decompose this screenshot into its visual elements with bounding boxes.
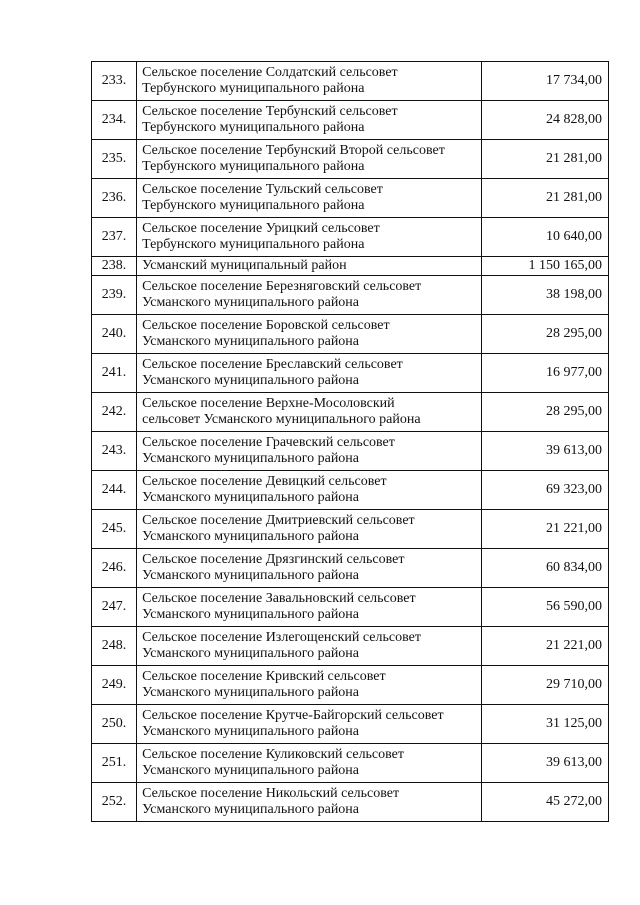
table-row — [92, 257, 609, 276]
table-row — [92, 549, 609, 588]
row-name-line2: Усманского муниципального района — [142, 724, 360, 739]
row-name-line2: Усманского муниципального района — [142, 763, 360, 778]
row-name-line1: Сельское поселение Дмитриевский сельсовет — [142, 513, 415, 528]
row-amount: 60 834,00 — [481, 549, 608, 588]
table-row — [92, 783, 609, 822]
row-name-line2: Тербунского муниципального района — [142, 237, 365, 252]
table-row — [92, 101, 609, 140]
table-row — [92, 354, 609, 393]
row-name-line1: Сельское поселение Кривский сельсовет — [142, 669, 386, 684]
row-name-line1: Усманский муниципальный район — [142, 258, 347, 273]
row-amount: 21 221,00 — [481, 510, 608, 549]
row-number: 239. — [92, 276, 137, 315]
row-name — [137, 354, 482, 393]
table-body — [92, 62, 609, 822]
row-name — [137, 140, 482, 179]
row-name-line2: Усманского муниципального района — [142, 802, 360, 817]
row-name — [137, 471, 482, 510]
row-name-line2: Усманского муниципального района — [142, 334, 360, 349]
row-name — [137, 218, 482, 257]
row-name-line2: Усманского муниципального района — [142, 451, 360, 466]
row-name-line2: Усманского муниципального района — [142, 373, 360, 388]
row-number: 241. — [92, 354, 137, 393]
row-name — [137, 666, 482, 705]
row-name-line2: Тербунского муниципального района — [142, 159, 365, 174]
row-amount: 39 613,00 — [481, 744, 608, 783]
table-row — [92, 62, 609, 101]
row-name — [137, 549, 482, 588]
row-amount: 56 590,00 — [481, 588, 608, 627]
row-name — [137, 783, 482, 822]
row-name-line2: Тербунского муниципального района — [142, 120, 365, 135]
row-name — [137, 432, 482, 471]
row-amount: 45 272,00 — [481, 783, 608, 822]
row-number: 243. — [92, 432, 137, 471]
row-name — [137, 257, 482, 276]
row-amount: 28 295,00 — [481, 315, 608, 354]
row-name — [137, 588, 482, 627]
row-name — [137, 101, 482, 140]
table-row — [92, 471, 609, 510]
row-amount: 17 734,00 — [481, 62, 608, 101]
row-number: 233. — [92, 62, 137, 101]
row-name-line1: Сельское поселение Урицкий сельсовет — [142, 221, 380, 236]
row-amount: 10 640,00 — [481, 218, 608, 257]
table-row — [92, 627, 609, 666]
row-name-line1: Сельское поселение Тербунский сельсовет — [142, 104, 398, 119]
row-number: 236. — [92, 179, 137, 218]
row-name-line1: Сельское поселение Куликовский сельсовет — [142, 747, 405, 762]
row-amount: 39 613,00 — [481, 432, 608, 471]
table-row — [92, 315, 609, 354]
row-name-line2: Усманского муниципального района — [142, 607, 360, 622]
row-amount: 24 828,00 — [481, 101, 608, 140]
row-name — [137, 276, 482, 315]
row-name-line1: Сельское поселение Тульский сельсовет — [142, 182, 383, 197]
row-name-line2: Усманского муниципального района — [142, 529, 360, 544]
row-number: 250. — [92, 705, 137, 744]
row-name — [137, 705, 482, 744]
table-row — [92, 140, 609, 179]
row-name-line1: Сельское поселение Дрязгинский сельсовет — [142, 552, 405, 567]
row-number: 249. — [92, 666, 137, 705]
row-name-line2: Тербунского муниципального района — [142, 81, 365, 96]
row-name-line1: Сельское поселение Бреславский сельсовет — [142, 357, 403, 372]
row-amount: 38 198,00 — [481, 276, 608, 315]
row-amount: 31 125,00 — [481, 705, 608, 744]
row-name — [137, 393, 482, 432]
row-number: 242. — [92, 393, 137, 432]
row-name-line2: Усманского муниципального района — [142, 646, 360, 661]
table-row — [92, 276, 609, 315]
row-number: 238. — [92, 257, 137, 276]
row-amount: 21 221,00 — [481, 627, 608, 666]
row-number: 246. — [92, 549, 137, 588]
row-name-line2: сельсовет Усманского муниципального района — [142, 412, 421, 427]
table-row — [92, 432, 609, 471]
row-name-line1: Сельское поселение Излегощенский сельсовет — [142, 630, 421, 645]
row-amount: 21 281,00 — [481, 140, 608, 179]
row-name-line1: Сельское поселение Завальновский сельсовет — [142, 591, 416, 606]
table-row — [92, 705, 609, 744]
row-name-line1: Сельское поселение Боровской сельсовет — [142, 318, 390, 333]
row-amount: 69 323,00 — [481, 471, 608, 510]
row-name-line1: Сельское поселение Солдатский сельсовет — [142, 65, 398, 80]
table-row — [92, 510, 609, 549]
row-name — [137, 179, 482, 218]
row-name — [137, 744, 482, 783]
table-row — [92, 588, 609, 627]
row-name-line1: Сельское поселение Тербунский Второй сельсовет — [142, 143, 445, 158]
table-row — [92, 179, 609, 218]
row-name-line1: Сельское поселение Березняговский сельсовет — [142, 279, 422, 294]
row-name — [137, 62, 482, 101]
row-name — [137, 510, 482, 549]
row-name-line1: Сельское поселение Крутче-Байгорский сельсовет — [142, 708, 444, 723]
table-row — [92, 744, 609, 783]
row-amount: 28 295,00 — [481, 393, 608, 432]
row-name-line2: Тербунского муниципального района — [142, 198, 365, 213]
row-number: 240. — [92, 315, 137, 354]
row-name-line1: Сельское поселение Верхне-Мосоловский — [142, 396, 395, 411]
row-number: 252. — [92, 783, 137, 822]
row-number: 234. — [92, 101, 137, 140]
budget-allocation-table — [91, 61, 609, 822]
row-name-line1: Сельское поселение Девицкий сельсовет — [142, 474, 387, 489]
row-amount: 21 281,00 — [481, 179, 608, 218]
row-number: 248. — [92, 627, 137, 666]
row-name-line2: Усманского муниципального района — [142, 685, 360, 700]
row-number: 245. — [92, 510, 137, 549]
table-row — [92, 218, 609, 257]
row-number: 244. — [92, 471, 137, 510]
row-number: 251. — [92, 744, 137, 783]
row-name — [137, 315, 482, 354]
table-row — [92, 666, 609, 705]
row-name-line2: Усманского муниципального района — [142, 295, 360, 310]
row-number: 237. — [92, 218, 137, 257]
row-name-line2: Усманского муниципального района — [142, 568, 360, 583]
row-amount: 16 977,00 — [481, 354, 608, 393]
row-name — [137, 627, 482, 666]
table-row — [92, 393, 609, 432]
row-amount: 1 150 165,00 — [481, 257, 608, 276]
row-number: 235. — [92, 140, 137, 179]
row-amount: 29 710,00 — [481, 666, 608, 705]
row-name-line1: Сельское поселение Грачевский сельсовет — [142, 435, 395, 450]
row-name-line1: Сельское поселение Никольский сельсовет — [142, 786, 400, 801]
row-number: 247. — [92, 588, 137, 627]
row-name-line2: Усманского муниципального района — [142, 490, 360, 505]
